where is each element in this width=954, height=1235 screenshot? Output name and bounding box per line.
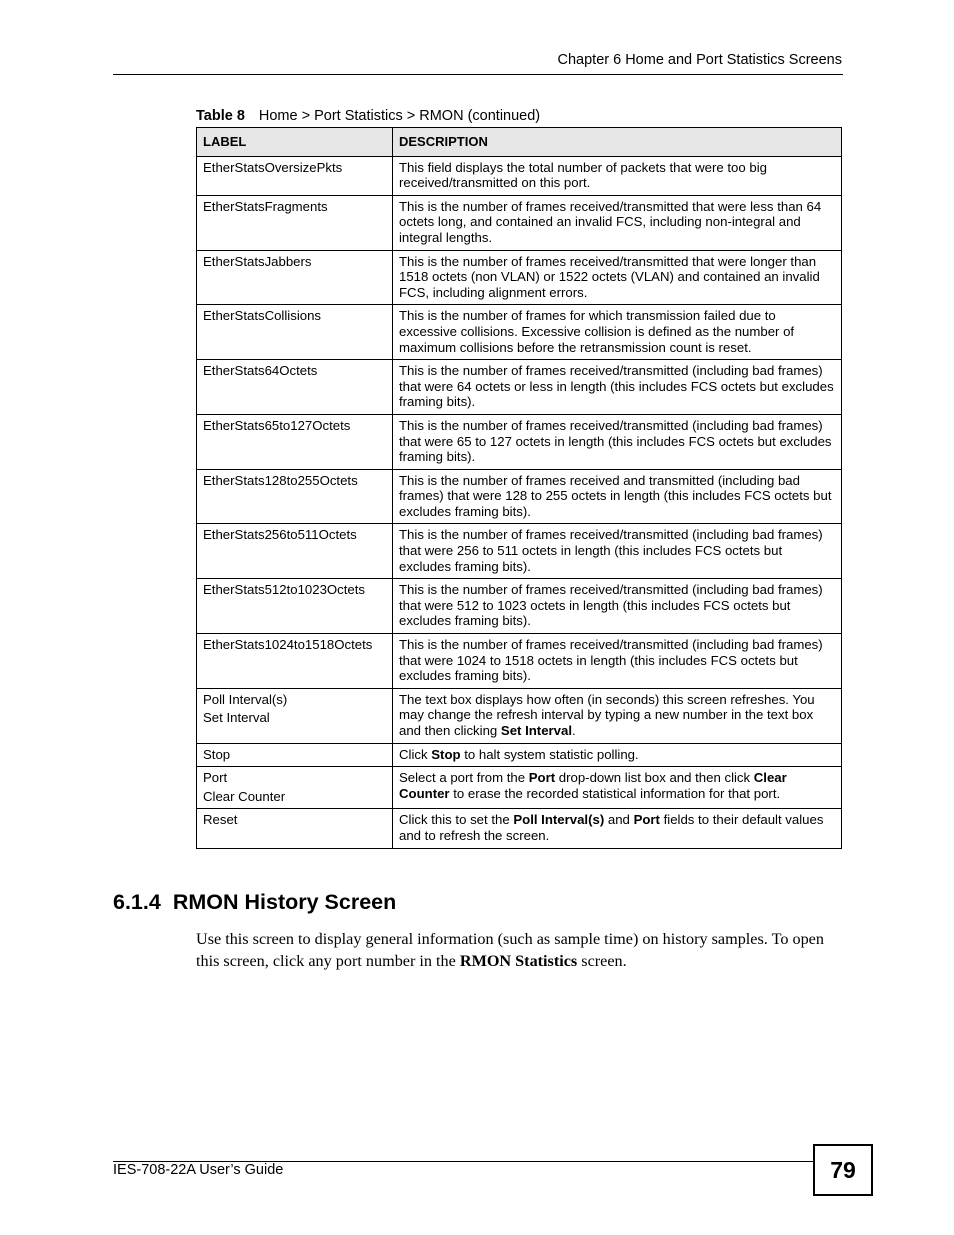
label-text: EtherStatsJabbers (203, 253, 312, 269)
label-text: EtherStatsFragments (203, 198, 328, 214)
label-text: EtherStats65to127Octets (203, 417, 351, 433)
table-row (197, 360, 842, 415)
text-run: This is the number of frames received/transmitted (including bad frames) that were 65 to 127 octets in length (this includes FCS octets but excludes framing bits). (399, 417, 832, 465)
text-run: . (572, 723, 576, 738)
label-text: EtherStatsOversizePkts (203, 159, 343, 175)
table-row (197, 767, 842, 809)
bold-term: Set Interval (500, 723, 573, 738)
label-text: Poll Interval(s) (203, 691, 288, 707)
table-row (197, 634, 842, 689)
label-text: EtherStats1024to1518Octets (203, 637, 373, 653)
text-run: This is the number of frames for which transmission failed due to excessive collisions. Excessive collision is defined as the number of maximum collisions before the retransmission count is reset. (399, 308, 795, 355)
text-run: Use this screen to display general information (such as sample time) on history samples. To open this screen, click any port number in the (196, 930, 824, 970)
text-run: to halt system statistic polling. (460, 746, 639, 762)
page-number: 79 (813, 1144, 873, 1196)
row-description (393, 414, 842, 469)
label-text: Stop (203, 746, 231, 762)
label-text: EtherStats128to255Octets (203, 472, 358, 488)
row-label (197, 195, 393, 250)
text-run: and (604, 812, 634, 828)
row-description (393, 524, 842, 579)
label-text-secondary: Set Interval (203, 710, 270, 726)
row-label (197, 156, 393, 195)
label-text: Port (203, 770, 228, 786)
text-run: Click (399, 746, 432, 762)
table-row (197, 305, 842, 360)
label-text-secondary: Clear Counter (203, 788, 286, 804)
table-row (197, 469, 842, 524)
row-label (197, 360, 393, 415)
text-run: Click this to set the (399, 812, 514, 828)
text-run: This is the number of frames received/transmitted (including bad frames) that were 64 octets or less in length (this includes FCS octets but excludes framing bits). (399, 363, 834, 410)
row-label (197, 250, 393, 305)
text-run: to erase the recorded statistical information for that port. (449, 785, 781, 801)
bold-term: Port (528, 770, 556, 786)
bold-term: Stop (431, 746, 461, 762)
table-row (197, 195, 842, 250)
section-paragraph (196, 929, 842, 972)
text-run: Select a port from the (399, 770, 529, 786)
label-text: EtherStatsCollisions (203, 308, 322, 324)
column-header-description: DESCRIPTION (393, 128, 842, 157)
table-row (197, 156, 842, 195)
table-row (197, 414, 842, 469)
row-label (197, 809, 393, 848)
table-row (197, 579, 842, 634)
row-label (197, 688, 393, 743)
section-number: 6.1.4 (113, 890, 161, 914)
row-description (393, 743, 842, 767)
text-run: fields to their default values and to refresh the screen. (399, 812, 824, 843)
rmon-table (196, 127, 842, 849)
table-caption-text: Home > Port Statistics > RMON (continued) (258, 108, 541, 124)
row-description (393, 156, 842, 195)
label-text: EtherStats512to1023Octets (203, 582, 366, 598)
row-description (393, 809, 842, 848)
text-run: This is the number of frames received/transmitted that were less than 64 octets long, and contained an invalid FCS, including non-integral and integral lengths. (399, 198, 822, 245)
text-run: This field displays the total number of packets that were too big received/transmitted on this port. (399, 159, 767, 191)
table-header-row (197, 128, 842, 157)
text-run: This is the number of frames received/transmitted that were longer than 1518 octets (non VLAN) or 1522 octets (VLAN) and contained an invalid FCS, including alignment errors. (399, 253, 820, 300)
guide-title: IES-708-22A User’s Guide (113, 1162, 284, 1178)
row-label (197, 524, 393, 579)
running-header (113, 50, 843, 75)
row-description (393, 579, 842, 634)
bold-term: RMON Statistics (459, 951, 578, 970)
label-text: Reset (203, 812, 238, 828)
bold-term: Poll Interval(s) (513, 812, 605, 828)
chapter-title: Chapter 6 Home and Port Statistics Screens (557, 52, 842, 68)
table-number: Table 8 (196, 108, 245, 124)
text-run: screen. (577, 951, 627, 970)
bold-term: Port (633, 812, 660, 828)
row-description (393, 688, 842, 743)
row-description (393, 305, 842, 360)
row-label (197, 767, 393, 809)
row-description (393, 250, 842, 305)
column-header-label: LABEL (197, 128, 393, 157)
row-description (393, 634, 842, 689)
table-row (197, 688, 842, 743)
section-heading (113, 890, 396, 915)
text-run: This is the number of frames received/transmitted (including bad frames) that were 512 to 1023 octets in length (this includes FCS octets but excludes framing bits). (399, 582, 823, 629)
table-row (197, 250, 842, 305)
row-label (197, 469, 393, 524)
row-description (393, 360, 842, 415)
table-body (197, 156, 842, 848)
text-run: This is the number of frames received/transmitted (including bad frames) that were 256 to 511 octets in length (this includes FCS octets but excludes framing bits). (399, 527, 823, 574)
text-run: drop-down list box and then click (555, 770, 754, 786)
label-text: EtherStats256to511Octets (203, 527, 357, 543)
table-row (197, 809, 842, 848)
section-title: RMON History Screen (172, 890, 397, 914)
table-row (197, 524, 842, 579)
row-label (197, 305, 393, 360)
text-run: This is the number of frames received and transmitted (including bad frames) that were 128 to 255 octets in length (this includes FCS octets but excludes framing bits). (399, 472, 832, 519)
table-caption (196, 108, 540, 124)
row-label (197, 743, 393, 767)
row-description (393, 469, 842, 524)
row-label (197, 579, 393, 634)
row-label (197, 414, 393, 469)
row-label (197, 634, 393, 689)
bold-term: Clear Counter (399, 770, 787, 801)
table-row (197, 743, 842, 767)
text-run: The text box displays how often (in seconds) this screen refreshes. You may change the refresh interval by typing a new number in the text box and then clicking (399, 691, 815, 738)
row-description (393, 195, 842, 250)
text-run: This is the number of frames received/transmitted (including bad frames) that were 1024 to 1518 octets in length (this includes FCS octets but excludes framing bits). (399, 637, 823, 684)
row-description (393, 767, 842, 809)
label-text: EtherStats64Octets (203, 363, 318, 379)
